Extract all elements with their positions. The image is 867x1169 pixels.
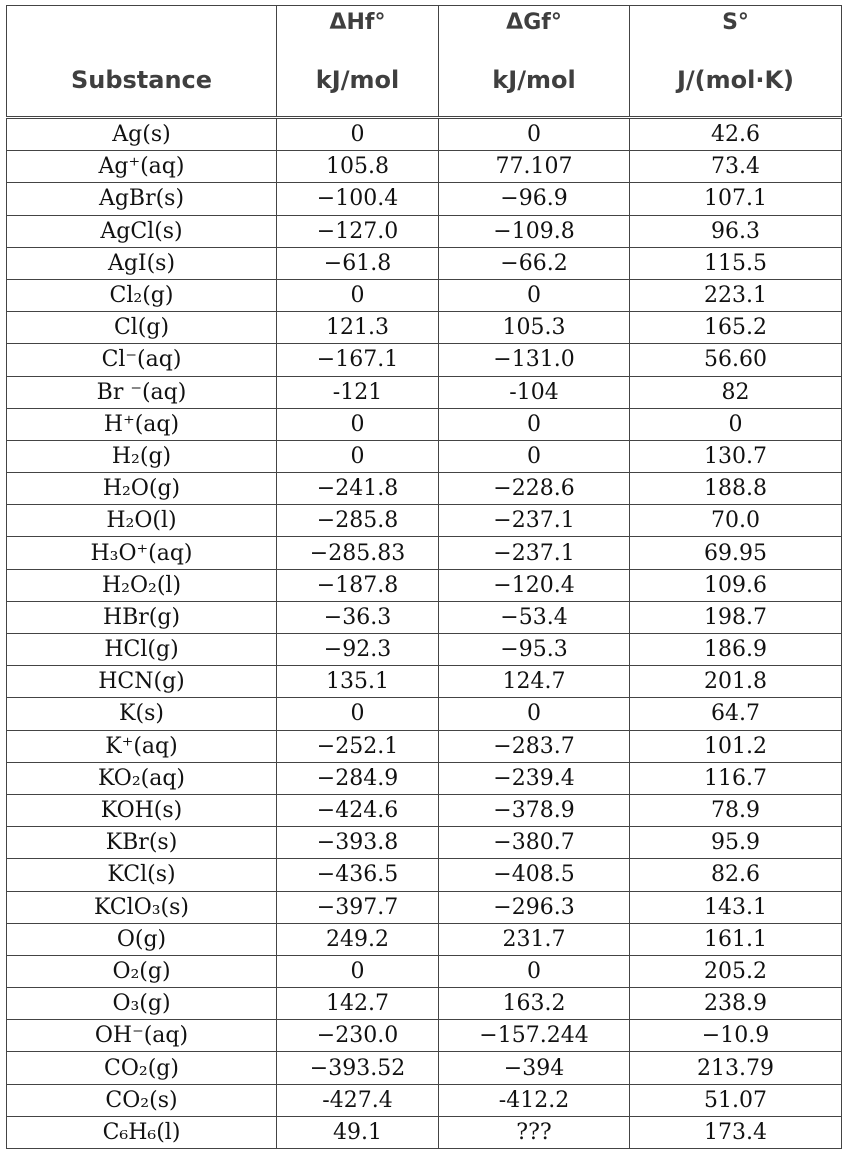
gibbs-cell: −228.6 [439, 473, 630, 505]
enthalpy-cell: 49.1 [277, 1116, 439, 1148]
substance-cell: KOH(s) [7, 794, 277, 826]
table-row [7, 601, 842, 633]
gibbs-cell: 0 [439, 279, 630, 311]
enthalpy-cell: 0 [277, 408, 439, 440]
enthalpy-cell: −436.5 [277, 859, 439, 891]
entropy-cell: 205.2 [630, 955, 842, 987]
gibbs-cell: 0 [439, 118, 630, 151]
enthalpy-cell: −393.8 [277, 827, 439, 859]
gibbs-cell: 0 [439, 955, 630, 987]
entropy-cell: 78.9 [630, 794, 842, 826]
thermo-table [6, 5, 842, 1149]
table-row [7, 183, 842, 215]
enthalpy-cell: −36.3 [277, 601, 439, 633]
enthalpy-cell: −92.3 [277, 634, 439, 666]
gibbs-cell: 231.7 [439, 923, 630, 955]
substance-cell: H₂O(g) [7, 473, 277, 505]
entropy-cell: 115.5 [630, 247, 842, 279]
substance-cell: AgCl(s) [7, 215, 277, 247]
enthalpy-cell: 0 [277, 118, 439, 151]
substance-cell: KClO₃(s) [7, 891, 277, 923]
header-enthalpy [277, 6, 439, 118]
gibbs-cell: −408.5 [439, 859, 630, 891]
table-row [7, 1020, 842, 1052]
substance-cell: AgBr(s) [7, 183, 277, 215]
header-gibbs [439, 6, 630, 118]
table-row [7, 1084, 842, 1116]
table-row [7, 634, 842, 666]
table-row [7, 698, 842, 730]
table-row [7, 988, 842, 1020]
substance-cell: CO₂(s) [7, 1084, 277, 1116]
gibbs-cell: -104 [439, 376, 630, 408]
entropy-cell: 70.0 [630, 505, 842, 537]
gibbs-cell: −95.3 [439, 634, 630, 666]
gibbs-cell: 77.107 [439, 151, 630, 183]
substance-cell: HBr(g) [7, 601, 277, 633]
table-row [7, 215, 842, 247]
substance-cell: HCl(g) [7, 634, 277, 666]
table-row [7, 344, 842, 376]
gibbs-cell: 163.2 [439, 988, 630, 1020]
substance-cell: Ag(s) [7, 118, 277, 151]
header-gibbs-unit: kJ/mol [492, 66, 576, 94]
table-row [7, 118, 842, 151]
enthalpy-cell: 0 [277, 698, 439, 730]
table-row [7, 312, 842, 344]
entropy-cell: 198.7 [630, 601, 842, 633]
substance-cell: K⁺(aq) [7, 730, 277, 762]
gibbs-cell: −239.4 [439, 762, 630, 794]
entropy-cell: 173.4 [630, 1116, 842, 1148]
table-row [7, 762, 842, 794]
gibbs-cell: −380.7 [439, 827, 630, 859]
gibbs-cell: −237.1 [439, 537, 630, 569]
enthalpy-cell: 0 [277, 279, 439, 311]
header-enthalpy-unit: kJ/mol [315, 66, 400, 94]
table-row [7, 1116, 842, 1148]
table-row [7, 247, 842, 279]
entropy-cell: 109.6 [630, 569, 842, 601]
header-enthalpy-symbol: ΔHf° [329, 10, 386, 35]
entropy-cell: 95.9 [630, 827, 842, 859]
table-row [7, 666, 842, 698]
gibbs-cell: −53.4 [439, 601, 630, 633]
enthalpy-cell: 0 [277, 955, 439, 987]
substance-cell: K(s) [7, 698, 277, 730]
substance-cell: O₃(g) [7, 988, 277, 1020]
entropy-cell: 116.7 [630, 762, 842, 794]
gibbs-cell: −283.7 [439, 730, 630, 762]
entropy-cell: 56.60 [630, 344, 842, 376]
gibbs-cell: −157.244 [439, 1020, 630, 1052]
enthalpy-cell: 249.2 [277, 923, 439, 955]
entropy-cell: 73.4 [630, 151, 842, 183]
table-row [7, 955, 842, 987]
substance-cell: KCl(s) [7, 859, 277, 891]
header-entropy-symbol: S° [722, 10, 749, 35]
enthalpy-cell: −127.0 [277, 215, 439, 247]
header-row [7, 6, 842, 118]
table-body [7, 118, 842, 1149]
table-row [7, 794, 842, 826]
table-row [7, 827, 842, 859]
header-entropy-unit: J/(mol·K) [676, 66, 795, 94]
substance-cell: H₂(g) [7, 440, 277, 472]
gibbs-cell: −131.0 [439, 344, 630, 376]
entropy-cell: 188.8 [630, 473, 842, 505]
entropy-cell: 130.7 [630, 440, 842, 472]
gibbs-cell: 0 [439, 440, 630, 472]
table-row [7, 505, 842, 537]
substance-cell: KBr(s) [7, 827, 277, 859]
header-substance-label: Substance [70, 66, 213, 94]
entropy-cell: 69.95 [630, 537, 842, 569]
table-row [7, 151, 842, 183]
substance-cell: C₆H₆(l) [7, 1116, 277, 1148]
substance-cell: Ag⁺(aq) [7, 151, 277, 183]
table-row [7, 473, 842, 505]
substance-cell: Cl⁻(aq) [7, 344, 277, 376]
gibbs-cell: 0 [439, 408, 630, 440]
enthalpy-cell: −167.1 [277, 344, 439, 376]
substance-cell: AgI(s) [7, 247, 277, 279]
enthalpy-cell: −424.6 [277, 794, 439, 826]
substance-cell: Cl(g) [7, 312, 277, 344]
gibbs-cell: −237.1 [439, 505, 630, 537]
entropy-cell: −10.9 [630, 1020, 842, 1052]
enthalpy-cell: −187.8 [277, 569, 439, 601]
substance-cell: H₃O⁺(aq) [7, 537, 277, 569]
table-row [7, 440, 842, 472]
table-row [7, 891, 842, 923]
substance-cell: Cl₂(g) [7, 279, 277, 311]
gibbs-cell: −394 [439, 1052, 630, 1084]
header-substance [7, 6, 277, 118]
gibbs-cell: −120.4 [439, 569, 630, 601]
entropy-cell: 223.1 [630, 279, 842, 311]
substance-cell: HCN(g) [7, 666, 277, 698]
enthalpy-cell: 135.1 [277, 666, 439, 698]
entropy-cell: 213.79 [630, 1052, 842, 1084]
substance-cell: O₂(g) [7, 955, 277, 987]
entropy-cell: 186.9 [630, 634, 842, 666]
gibbs-cell: -412.2 [439, 1084, 630, 1116]
gibbs-cell: −66.2 [439, 247, 630, 279]
header-entropy [630, 6, 842, 118]
entropy-cell: 82 [630, 376, 842, 408]
gibbs-cell: −378.9 [439, 794, 630, 826]
entropy-cell: 107.1 [630, 183, 842, 215]
table-row [7, 376, 842, 408]
enthalpy-cell: −230.0 [277, 1020, 439, 1052]
enthalpy-cell: 0 [277, 440, 439, 472]
table-row [7, 859, 842, 891]
enthalpy-cell: −393.52 [277, 1052, 439, 1084]
gibbs-cell: ??? [439, 1116, 630, 1148]
enthalpy-cell: −241.8 [277, 473, 439, 505]
enthalpy-cell: -121 [277, 376, 439, 408]
table-row [7, 569, 842, 601]
enthalpy-cell: −285.8 [277, 505, 439, 537]
substance-cell: H₂O₂(l) [7, 569, 277, 601]
table-row [7, 730, 842, 762]
gibbs-cell: −296.3 [439, 891, 630, 923]
entropy-cell: 64.7 [630, 698, 842, 730]
header-gibbs-symbol: ΔGf° [506, 10, 562, 35]
entropy-cell: 42.6 [630, 118, 842, 151]
substance-cell: KO₂(aq) [7, 762, 277, 794]
gibbs-cell: −96.9 [439, 183, 630, 215]
table-row [7, 1052, 842, 1084]
entropy-cell: 101.2 [630, 730, 842, 762]
gibbs-cell: 105.3 [439, 312, 630, 344]
enthalpy-cell: −284.9 [277, 762, 439, 794]
entropy-cell: 82.6 [630, 859, 842, 891]
substance-cell: O(g) [7, 923, 277, 955]
entropy-cell: 0 [630, 408, 842, 440]
enthalpy-cell: 105.8 [277, 151, 439, 183]
enthalpy-cell: −285.83 [277, 537, 439, 569]
table-row [7, 537, 842, 569]
table-row [7, 923, 842, 955]
substance-cell: CO₂(g) [7, 1052, 277, 1084]
enthalpy-cell: 121.3 [277, 312, 439, 344]
entropy-cell: 238.9 [630, 988, 842, 1020]
entropy-cell: 96.3 [630, 215, 842, 247]
entropy-cell: 161.1 [630, 923, 842, 955]
substance-cell: Br ⁻(aq) [7, 376, 277, 408]
entropy-cell: 165.2 [630, 312, 842, 344]
substance-cell: H₂O(l) [7, 505, 277, 537]
entropy-cell: 51.07 [630, 1084, 842, 1116]
entropy-cell: 143.1 [630, 891, 842, 923]
enthalpy-cell: −252.1 [277, 730, 439, 762]
enthalpy-cell: -427.4 [277, 1084, 439, 1116]
gibbs-cell: 124.7 [439, 666, 630, 698]
enthalpy-cell: −100.4 [277, 183, 439, 215]
entropy-cell: 201.8 [630, 666, 842, 698]
substance-cell: H⁺(aq) [7, 408, 277, 440]
enthalpy-cell: −61.8 [277, 247, 439, 279]
gibbs-cell: −109.8 [439, 215, 630, 247]
gibbs-cell: 0 [439, 698, 630, 730]
enthalpy-cell: 142.7 [277, 988, 439, 1020]
enthalpy-cell: −397.7 [277, 891, 439, 923]
substance-cell: OH⁻(aq) [7, 1020, 277, 1052]
table-row [7, 279, 842, 311]
table-row [7, 408, 842, 440]
